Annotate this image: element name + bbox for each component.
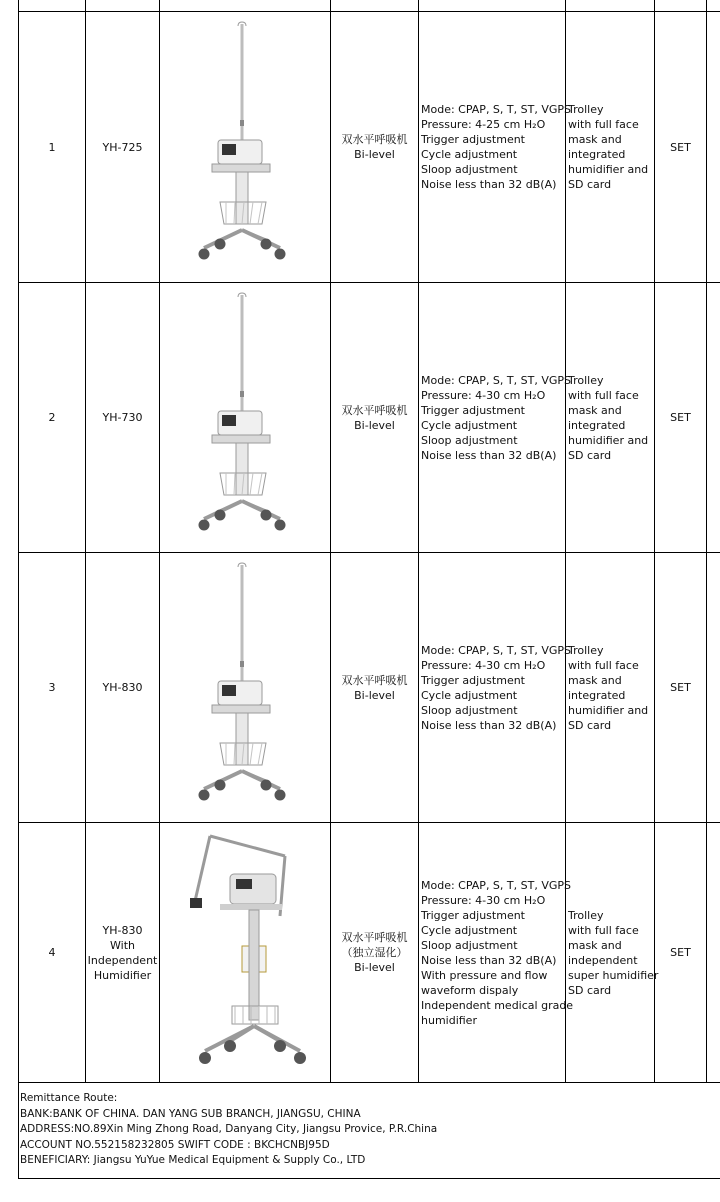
specification-line: Trigger adjustment	[421, 133, 525, 146]
accessory-list	[568, 102, 648, 192]
remittance-line: Remittance Route:	[20, 1092, 118, 1104]
row-number: 2	[48, 411, 56, 424]
ventilator-trolley-image	[180, 20, 310, 274]
product-picture-cell	[160, 823, 330, 1082]
model-text	[103, 140, 143, 155]
row-number: 4	[48, 946, 56, 959]
product-name	[342, 930, 408, 975]
product-name-cell	[331, 283, 418, 552]
model-line: YH-725	[102, 140, 143, 154]
product-name-line: 双水平呼吸机	[341, 673, 408, 687]
row-number-cell	[19, 283, 85, 552]
row-number: 3	[48, 681, 56, 694]
specification-cell	[419, 283, 571, 552]
unit-cell	[655, 12, 706, 282]
specification-line: waveform dispaly	[421, 983, 519, 997]
row-number-cell	[19, 553, 85, 822]
accessory-line: SD card	[568, 448, 612, 462]
accessory-list	[568, 373, 648, 463]
accessory-cell	[566, 823, 659, 1082]
table-column-divider	[706, 0, 707, 1082]
model-text	[88, 923, 158, 983]
model-line: Independent	[87, 953, 158, 967]
product-name-cell	[331, 12, 418, 282]
remittance-info	[20, 1091, 710, 1169]
product-name	[342, 132, 408, 162]
row-number-cell	[19, 823, 85, 1082]
product-name	[342, 403, 408, 433]
specification-line: Pressure: 4-30 cm H₂O	[421, 893, 546, 907]
product-name-line: 双水平呼吸机	[341, 403, 408, 417]
accessory-line: super humidifier	[568, 968, 659, 982]
accessory-line: Trolley	[568, 908, 604, 922]
product-name-line: 双水平呼吸机	[341, 133, 408, 146]
accessory-line: with full face	[568, 118, 639, 131]
specification-line: Pressure: 4-30 cm H₂O	[421, 658, 546, 672]
ventilator-trolley-image	[180, 826, 310, 1080]
product-name-line: Bi-level	[354, 688, 395, 702]
product-name-line: Bi-level	[354, 148, 395, 161]
specification-line: Mode: CPAP, S, T, ST, VGPS	[421, 878, 571, 892]
accessory-line: with full face	[568, 923, 639, 937]
product-name	[342, 673, 408, 703]
model-line: YH-830	[102, 681, 143, 694]
product-name-line: Bi-level	[354, 418, 395, 432]
specification-line: Cycle adjustment	[421, 923, 518, 937]
ventilator-trolley-image	[180, 561, 310, 815]
accessory-line: integrated	[568, 688, 626, 702]
remittance-line: BANK:BANK OF CHINA. DAN YANG SUB BRANCH, JIANGSU, CHINA	[20, 1107, 361, 1120]
table-bottom-border	[18, 1178, 720, 1179]
accessory-line: humidifier and	[568, 433, 649, 447]
product-name-cell	[331, 553, 418, 822]
unit-label: SET	[670, 681, 691, 694]
specification-line: Noise less than 32 dB(A)	[421, 178, 557, 191]
model-cell	[86, 283, 159, 552]
product-name-line: 双水平呼吸机	[341, 931, 408, 944]
specification-line: Pressure: 4-25 cm H₂O	[421, 118, 546, 131]
accessory-list	[568, 643, 648, 733]
product-name-cell	[331, 823, 418, 1082]
specification-line: Noise less than 32 dB(A)	[421, 953, 557, 967]
accessory-line: Trolley	[568, 373, 604, 387]
specification-line: Cycle adjustment	[421, 418, 518, 432]
product-name-line: Bi-level	[354, 961, 395, 974]
unit-label: SET	[670, 411, 691, 424]
model-line: With	[110, 938, 135, 952]
accessory-line: mask and	[568, 673, 622, 687]
accessory-line: mask and	[568, 133, 622, 146]
specification-line: Mode: CPAP, S, T, ST, VGPS	[421, 373, 571, 387]
specification-list	[421, 102, 571, 192]
specification-cell	[419, 12, 571, 282]
unit-cell	[655, 283, 706, 552]
accessory-line: integrated	[568, 418, 626, 432]
specification-line: Cycle adjustment	[421, 688, 518, 702]
remittance-line: ACCOUNT NO.552158232805 SWIFT CODE : BKCHCNBJ95D	[20, 1138, 330, 1151]
specification-line: Noise less than 32 dB(A)	[421, 448, 557, 462]
accessory-line: Trolley	[568, 643, 604, 657]
table-row-divider	[18, 1082, 720, 1083]
specification-list	[421, 373, 571, 463]
specification-line: Sloop adjustment	[421, 938, 518, 952]
accessory-line: Trolley	[568, 103, 604, 116]
product-picture-cell	[160, 12, 330, 282]
specification-line: Pressure: 4-30 cm H₂O	[421, 388, 546, 402]
accessory-line: humidifier and	[568, 163, 649, 176]
accessory-line: mask and	[568, 938, 622, 952]
specification-line: Trigger adjustment	[421, 908, 525, 922]
specification-line: Sloop adjustment	[421, 433, 518, 447]
specification-cell	[419, 553, 571, 822]
accessory-line: independent	[568, 953, 638, 967]
specification-line: Noise less than 32 dB(A)	[421, 718, 557, 732]
product-name-line: （独立湿化）	[341, 946, 408, 959]
accessory-line: SD card	[568, 983, 612, 997]
specification-line: With pressure and flow	[421, 968, 548, 982]
specification-line: Sloop adjustment	[421, 703, 518, 717]
accessory-line: with full face	[568, 658, 639, 672]
unit-label: SET	[670, 946, 691, 959]
remittance-line: ADDRESS:NO.89Xin Ming Zhong Road, Danyang City, Jiangsu Provice, P.R.China	[20, 1123, 438, 1135]
accessory-line: with full face	[568, 388, 639, 402]
model-cell	[86, 553, 159, 822]
accessory-list	[568, 908, 658, 998]
product-picture-cell	[160, 283, 330, 552]
accessory-line: mask and	[568, 403, 622, 417]
accessory-cell	[566, 283, 654, 552]
model-cell	[86, 12, 159, 282]
specification-cell	[419, 823, 574, 1082]
model-line: Humidifier	[93, 968, 152, 982]
model-line: YH-730	[102, 411, 143, 424]
specification-line: Independent medical grade	[421, 998, 574, 1012]
model-text	[103, 680, 143, 695]
model-cell	[86, 823, 159, 1082]
specification-line: humidifier	[421, 1013, 477, 1027]
specification-line: Sloop adjustment	[421, 163, 518, 176]
row-number-cell	[19, 12, 85, 282]
product-picture-cell	[160, 553, 330, 822]
accessory-line: SD card	[568, 178, 612, 191]
specification-line: Trigger adjustment	[421, 403, 525, 417]
accessory-line: humidifier and	[568, 703, 649, 717]
unit-label: SET	[670, 140, 691, 154]
specification-line: Cycle adjustment	[421, 148, 518, 161]
unit-cell	[655, 553, 706, 822]
model-text	[103, 410, 143, 425]
specification-list	[421, 878, 573, 1028]
ventilator-trolley-image	[180, 291, 310, 545]
specification-line: Mode: CPAP, S, T, ST, VGPS	[421, 103, 571, 116]
unit-cell	[655, 823, 706, 1082]
remittance-line: BENEFICIARY: Jiangsu YuYue Medical Equipment & Supply Co., LTD	[20, 1154, 366, 1166]
specification-list	[421, 643, 571, 733]
accessory-cell	[566, 553, 654, 822]
row-number: 1	[48, 140, 56, 154]
model-line: YH-830	[102, 923, 143, 937]
specification-line: Mode: CPAP, S, T, ST, VGPS	[421, 643, 571, 657]
accessory-line: SD card	[568, 718, 612, 732]
specification-line: Trigger adjustment	[421, 673, 525, 687]
accessory-cell	[566, 12, 654, 282]
accessory-line: integrated	[568, 148, 626, 161]
